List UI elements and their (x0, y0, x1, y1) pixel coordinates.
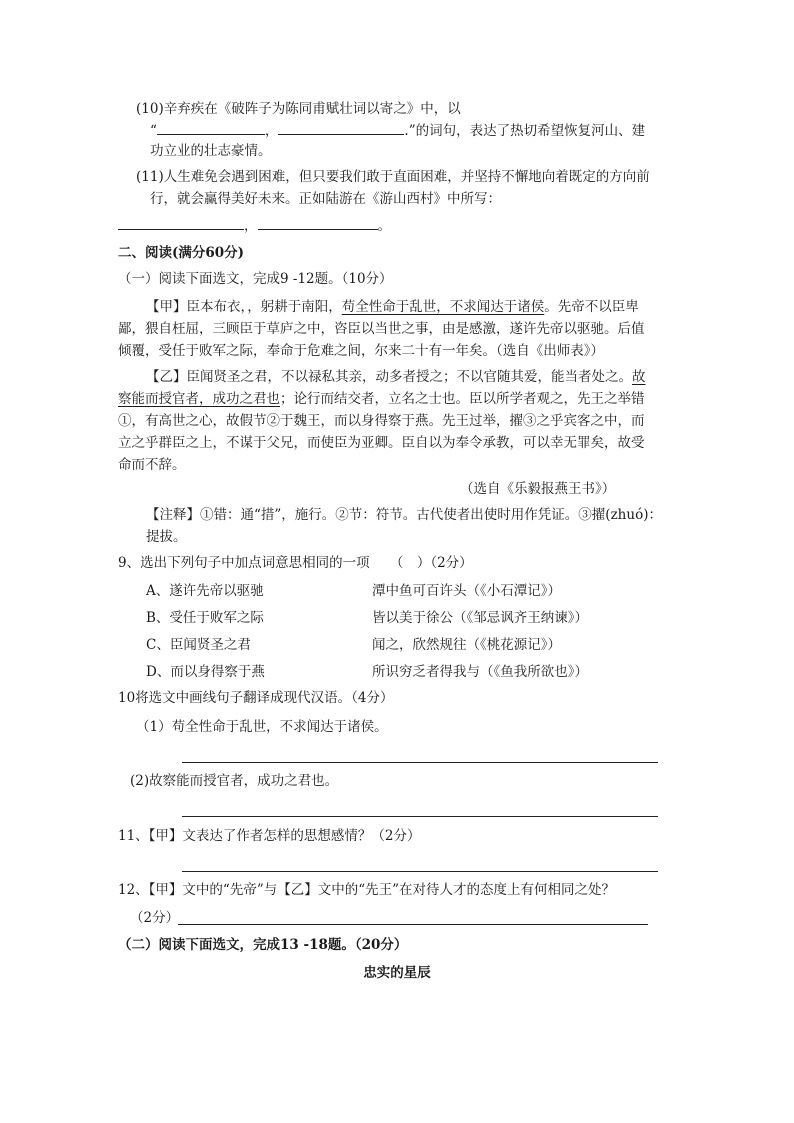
q10-answer-blank-2[interactable] (278, 120, 404, 135)
jia-line2: 鄙，猥自枉屈，三顾臣于草庐之中，咨臣以当世之事，由是感激，遂许先帝以驱驰。后值 (118, 321, 645, 337)
q11-line2: 行，就会赢得美好未来。正如陆游在《游山西村》中所写： (150, 191, 501, 207)
q9-option-b-compare: 皆以美于徐公（《邹忌讽齐王纳谏》） (372, 610, 588, 626)
q10-answer-blank-1[interactable] (157, 120, 265, 135)
q11-answer-blank-2[interactable] (258, 215, 378, 230)
q10-comma: ， (264, 123, 279, 139)
q12-stem: 12、【甲】文中的“先帝”与【乙】文中的“先王”在对待人才的态度上有何相同之处？ (118, 882, 616, 898)
q12-answer-line[interactable] (178, 924, 648, 925)
q9-option-d-compare: 所识穷乏者得我与（《鱼我所欲也》） (372, 664, 588, 680)
note-line1: 【注释】①错：通“措”，施行。②节：符节。古代使者出使时用作凭证。③擢(zhuó)： (146, 507, 662, 523)
part1-instruction: （一）阅读下面选文，完成9 -12题。（10分） (118, 271, 393, 287)
q10b-stem: 10将选文中画线句子翻译成现代汉语。（4分） (118, 690, 394, 706)
q10-line2 (150, 120, 645, 140)
q10b-sentence-1: （1）苟全性命于乱世，不求闻达于诸侯。 (136, 719, 388, 735)
q10-open-quote: “ (150, 123, 157, 139)
yi-line2 (118, 390, 645, 408)
q11-comma: ， (244, 218, 258, 234)
part2-article-title: 忠实的星辰 (363, 965, 431, 981)
q11b-stem: 11、【甲】文表达了作者怎样的思想感情？（2分） (118, 828, 421, 844)
q9-option-a-compare: 潭中鱼可百许头（《小石潭记》） (372, 583, 561, 599)
q9-option-d[interactable]: D、而以身得察于燕 (146, 664, 265, 680)
q9-option-c[interactable]: C、臣闻贤圣之君 (146, 637, 251, 653)
yi-line4: 立之乎群臣之上，不谋于父兄，而使臣为亚卿。臣自以为奉令承教，可以幸无罪矣，故受 (118, 435, 645, 451)
q12-points: （2分） (130, 910, 180, 926)
q10-line1: (10)辛弃疾在《破阵子为陈同甫赋壮词以寄之》中，以 (136, 101, 461, 117)
yi-line2-tail: ；论行而结交者，立名之士也。臣以所学者观之，先王之举错 (280, 391, 645, 407)
q10b-answer-line-2[interactable] (182, 816, 658, 817)
yi-underlined-sentence: 察能而授官者，成功之君也 (118, 391, 280, 407)
yi-line3: ①，有高世之心，故假节②于魏王，而以身得察于燕。先王过举，擢③之乎宾客之中，而 (118, 413, 645, 429)
section-title: 二、阅读(满分60分) (118, 245, 245, 261)
jia-underlined-sentence: 苟全性命于乱世，不求闻达于诸侯 (341, 299, 545, 315)
jia-line1-text: 【甲】臣本布衣，，躬耕于南阳， (146, 299, 342, 315)
jia-line1-tail: 。先帝不以臣卑 (544, 299, 639, 315)
q11-period: 。 (377, 218, 391, 234)
q10-tail: .”的词句，表达了热切希望恢复河山、建 (404, 123, 646, 139)
jia-line1 (146, 298, 639, 316)
jia-line3: 倾覆，受任于败军之际，奉命于危难之间，尔来二十有一年矣。（选自《出师表》） (118, 343, 604, 359)
yi-source: （选自《乐毅报燕王书》） (460, 481, 616, 497)
yi-underlined-start: 故 (632, 369, 646, 385)
q9-option-c-compare: 闻之，欣然规往（《桃花源记》） (372, 637, 561, 653)
yi-line5: 命而不辞。 (118, 457, 186, 473)
q9-stem: 9、选出下列句子中加点词意思相同的一项 （ ）（2分） (118, 555, 473, 571)
q9-option-b[interactable]: B、受任于败军之际 (146, 610, 264, 626)
part2-instruction: （二）阅读下面选文，完成13 -18题。（20分） (118, 937, 408, 953)
q11-answer-line (118, 215, 391, 235)
q11-answer-blank-1[interactable] (118, 215, 244, 230)
q11b-answer-line[interactable] (182, 871, 658, 872)
yi-line1-text: 【乙】臣闻贤圣之君，不以禄私其亲，动多者授之；不以官随其爱，能当者处之。 (146, 369, 632, 385)
q10b-answer-line-1[interactable] (182, 762, 658, 763)
yi-line1 (146, 368, 646, 386)
q9-option-a[interactable]: A、遂许先帝以驱驰 (146, 583, 264, 599)
q11-line1: (11)人生难免会遇到困难，但只要我们敢于直面困难，并坚持不懈地向着既定的方向前 (136, 169, 650, 185)
note-line2: 提拔。 (146, 529, 187, 545)
q10b-sentence-2: (2)故察能而授官者，成功之君也。 (130, 773, 339, 789)
q10-line3: 功立业的壮志豪情。 (150, 143, 272, 159)
